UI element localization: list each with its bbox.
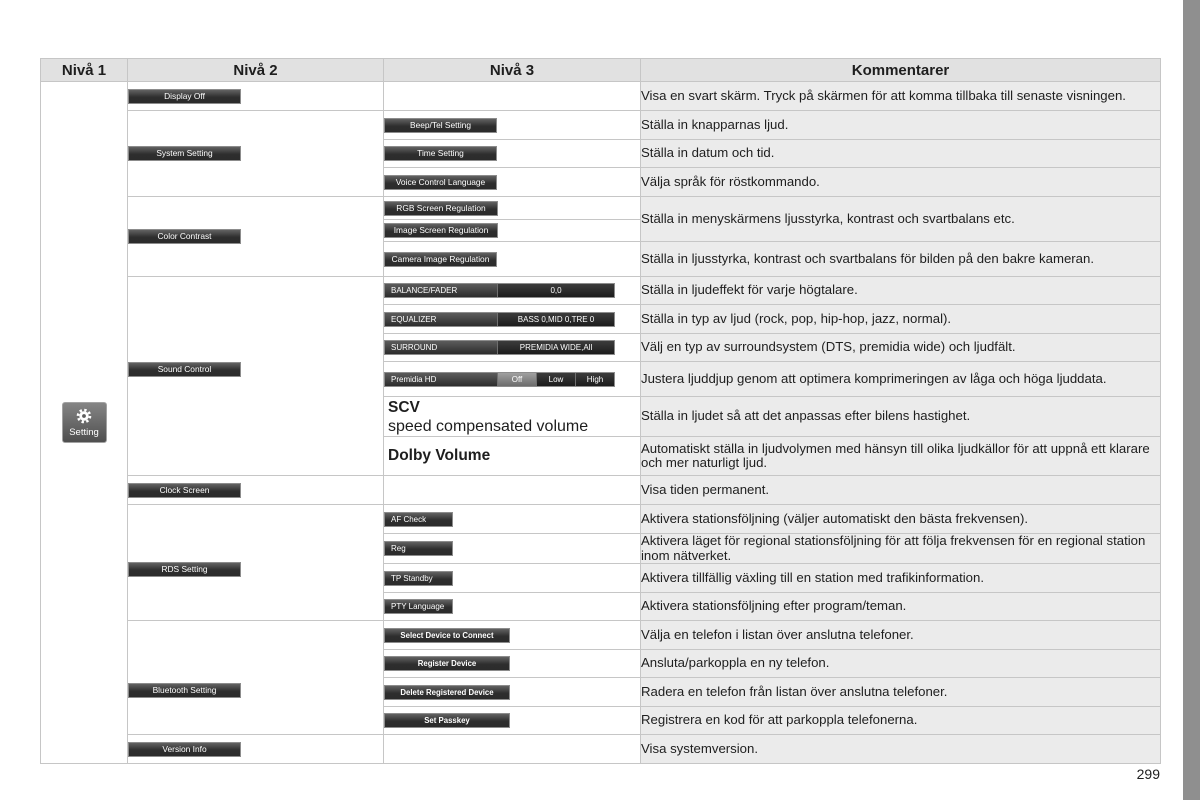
comment-cell: Visa tiden permanent. bbox=[641, 476, 1161, 505]
surround-control bbox=[384, 340, 615, 355]
level-3-cell bbox=[384, 111, 641, 140]
scv-label: SCV bbox=[388, 398, 420, 416]
table-row bbox=[41, 476, 1161, 505]
rgb-screen-regulation-button: RGB Screen Regulation bbox=[384, 201, 498, 216]
comment-cell: Ställa in ljudeffekt för varje högtalare. bbox=[641, 277, 1161, 305]
header-level-1: Nivå 1 bbox=[41, 59, 128, 82]
comment-cell: Ställa in knapparnas ljud. bbox=[641, 111, 1161, 140]
af-check-button: AF Check bbox=[384, 512, 453, 527]
color-contrast-button: Color Contrast bbox=[128, 229, 241, 244]
level-3-cell bbox=[384, 140, 641, 168]
page-number: 299 bbox=[1136, 766, 1160, 782]
clock-screen-button: Clock Screen bbox=[128, 483, 241, 498]
table-row bbox=[41, 505, 1161, 534]
premidia-option-high: High bbox=[575, 373, 614, 386]
gear-icon bbox=[76, 408, 92, 424]
level-2-cell bbox=[128, 277, 384, 476]
level-3-cell bbox=[384, 534, 641, 564]
premidia-option-low: Low bbox=[536, 373, 575, 386]
surround-value: PREMIDIA WIDE,All bbox=[497, 341, 614, 354]
table-row bbox=[41, 277, 1161, 305]
rds-setting-button: RDS Setting bbox=[128, 562, 241, 577]
select-device-to-connect-button: Select Device to Connect bbox=[384, 628, 510, 643]
level-2-cell bbox=[128, 476, 384, 505]
header-level-3: Nivå 3 bbox=[384, 59, 641, 82]
register-device-button: Register Device bbox=[384, 656, 510, 671]
level-3-cell-empty bbox=[384, 82, 641, 111]
balance-fader-value: 0,0 bbox=[497, 284, 614, 297]
dolby-volume-label: Dolby Volume bbox=[388, 447, 491, 464]
chapter-thumb-tab bbox=[1183, 0, 1200, 800]
level-3-cell bbox=[384, 505, 641, 534]
camera-image-regulation-button: Camera Image Regulation bbox=[384, 252, 497, 267]
setting-tile-label: Setting bbox=[69, 427, 99, 438]
table-row bbox=[41, 111, 1161, 140]
comment-cell: Ställa in typ av ljud (rock, pop, hip-hop, jazz, normal). bbox=[641, 305, 1161, 334]
comment-cell: Visa en svart skärm. Tryck på skärmen för att komma tillbaka till senaste visningen. bbox=[641, 82, 1161, 111]
comment-cell: Aktivera stationsföljning (väljer automatiskt den bästa frekvensen). bbox=[641, 505, 1161, 534]
level-3-cell bbox=[384, 362, 641, 397]
level-3-cell bbox=[384, 678, 641, 707]
comment-cell: Aktivera stationsföljning efter program/teman. bbox=[641, 593, 1161, 621]
level-3-cell-empty bbox=[384, 735, 641, 764]
level-3-cell bbox=[384, 593, 641, 621]
voice-control-language-button: Voice Control Language bbox=[384, 175, 497, 190]
comment-cell: Automatiskt ställa in ljudvolymen med hänsyn till olika ljudkällor för att uppnå ett klarare och mer naturligt ljud. bbox=[641, 437, 1161, 476]
beep-tel-setting-button: Beep/Tel Setting bbox=[384, 118, 497, 133]
surround-label: SURROUND bbox=[385, 341, 497, 354]
setting-tile bbox=[62, 402, 107, 443]
level-3-cell-empty bbox=[384, 476, 641, 505]
comment-cell: Aktivera tillfällig växling till en station med trafikinformation. bbox=[641, 564, 1161, 593]
premidia-hd-label: Premidia HD bbox=[385, 373, 497, 386]
level-2-cell bbox=[128, 197, 384, 277]
comment-cell: Välja språk för röstkommando. bbox=[641, 168, 1161, 197]
delete-registered-device-button: Delete Registered Device bbox=[384, 685, 510, 700]
level-3-cell bbox=[384, 334, 641, 362]
level-3-cell bbox=[384, 305, 641, 334]
level-3-cell bbox=[384, 437, 641, 476]
image-screen-regulation-button: Image Screen Regulation bbox=[384, 223, 498, 238]
premidia-option-off: Off bbox=[497, 373, 536, 386]
level-3-cell bbox=[384, 707, 641, 735]
system-setting-button: System Setting bbox=[128, 146, 241, 161]
equalizer-label: EQUALIZER bbox=[385, 313, 497, 326]
table-row bbox=[41, 82, 1161, 111]
comment-cell: Välja en telefon i listan över anslutna telefoner. bbox=[641, 621, 1161, 650]
level-3-cell bbox=[384, 621, 641, 650]
tp-standby-button: TP Standby bbox=[384, 571, 453, 586]
level-2-cell bbox=[128, 505, 384, 621]
comment-cell: Ställa in menyskärmens ljusstyrka, kontrast och svartbalans etc. bbox=[641, 197, 1161, 242]
level-3-cell bbox=[384, 168, 641, 197]
comment-cell: Ansluta/parkoppla en ny telefon. bbox=[641, 650, 1161, 678]
scv-description: speed compensated volume bbox=[388, 417, 589, 435]
level-1-cell bbox=[41, 82, 128, 764]
level-2-cell bbox=[128, 111, 384, 197]
level-3-cell bbox=[384, 220, 641, 242]
level-2-cell bbox=[128, 621, 384, 735]
table-row bbox=[41, 621, 1161, 650]
equalizer-control bbox=[384, 312, 615, 327]
version-info-button: Version Info bbox=[128, 742, 241, 757]
set-passkey-button: Set Passkey bbox=[384, 713, 510, 728]
level-3-cell bbox=[384, 397, 641, 437]
sound-control-button: Sound Control bbox=[128, 362, 241, 377]
level-3-cell bbox=[384, 242, 641, 277]
comment-cell: Justera ljuddjup genom att optimera komprimeringen av låga och höga ljuddata. bbox=[641, 362, 1161, 397]
level-2-cell bbox=[128, 735, 384, 764]
comment-cell: Registrera en kod för att parkoppla telefonerna. bbox=[641, 707, 1161, 735]
equalizer-value: BASS 0,MID 0,TRE 0 bbox=[497, 313, 614, 326]
balance-fader-control bbox=[384, 283, 615, 298]
table-row bbox=[41, 197, 1161, 220]
comment-cell: Aktivera läget för regional stationsföljning för att följa frekvensen för en regional station inom nätverket. bbox=[641, 534, 1161, 564]
level-3-cell bbox=[384, 564, 641, 593]
comment-cell: Visa systemversion. bbox=[641, 735, 1161, 764]
level-3-cell bbox=[384, 197, 641, 220]
comment-cell: Radera en telefon från listan över anslutna telefoner. bbox=[641, 678, 1161, 707]
comment-cell: Ställa in ljusstyrka, kontrast och svartbalans för bilden på den bakre kameran. bbox=[641, 242, 1161, 277]
level-2-cell bbox=[128, 82, 384, 111]
level-3-cell bbox=[384, 650, 641, 678]
header-comments: Kommentarer bbox=[641, 59, 1161, 82]
table-row bbox=[41, 735, 1161, 764]
display-off-button: Display Off bbox=[128, 89, 241, 104]
premidia-hd-control bbox=[384, 372, 615, 387]
level-3-cell bbox=[384, 277, 641, 305]
bluetooth-setting-button: Bluetooth Setting bbox=[128, 683, 241, 698]
reg-button: Reg bbox=[384, 541, 453, 556]
comment-cell: Ställa in ljudet så att det anpassas efter bilens hastighet. bbox=[641, 397, 1161, 437]
comment-cell: Välj en typ av surroundsystem (DTS, premidia wide) och ljudfält. bbox=[641, 334, 1161, 362]
header-level-2: Nivå 2 bbox=[128, 59, 384, 82]
balance-fader-label: BALANCE/FADER bbox=[385, 284, 497, 297]
comment-cell: Ställa in datum och tid. bbox=[641, 140, 1161, 168]
time-setting-button: Time Setting bbox=[384, 146, 497, 161]
pty-language-button: PTY Language bbox=[384, 599, 453, 614]
settings-menu-table bbox=[40, 58, 1161, 764]
table-header-row bbox=[41, 59, 1161, 82]
